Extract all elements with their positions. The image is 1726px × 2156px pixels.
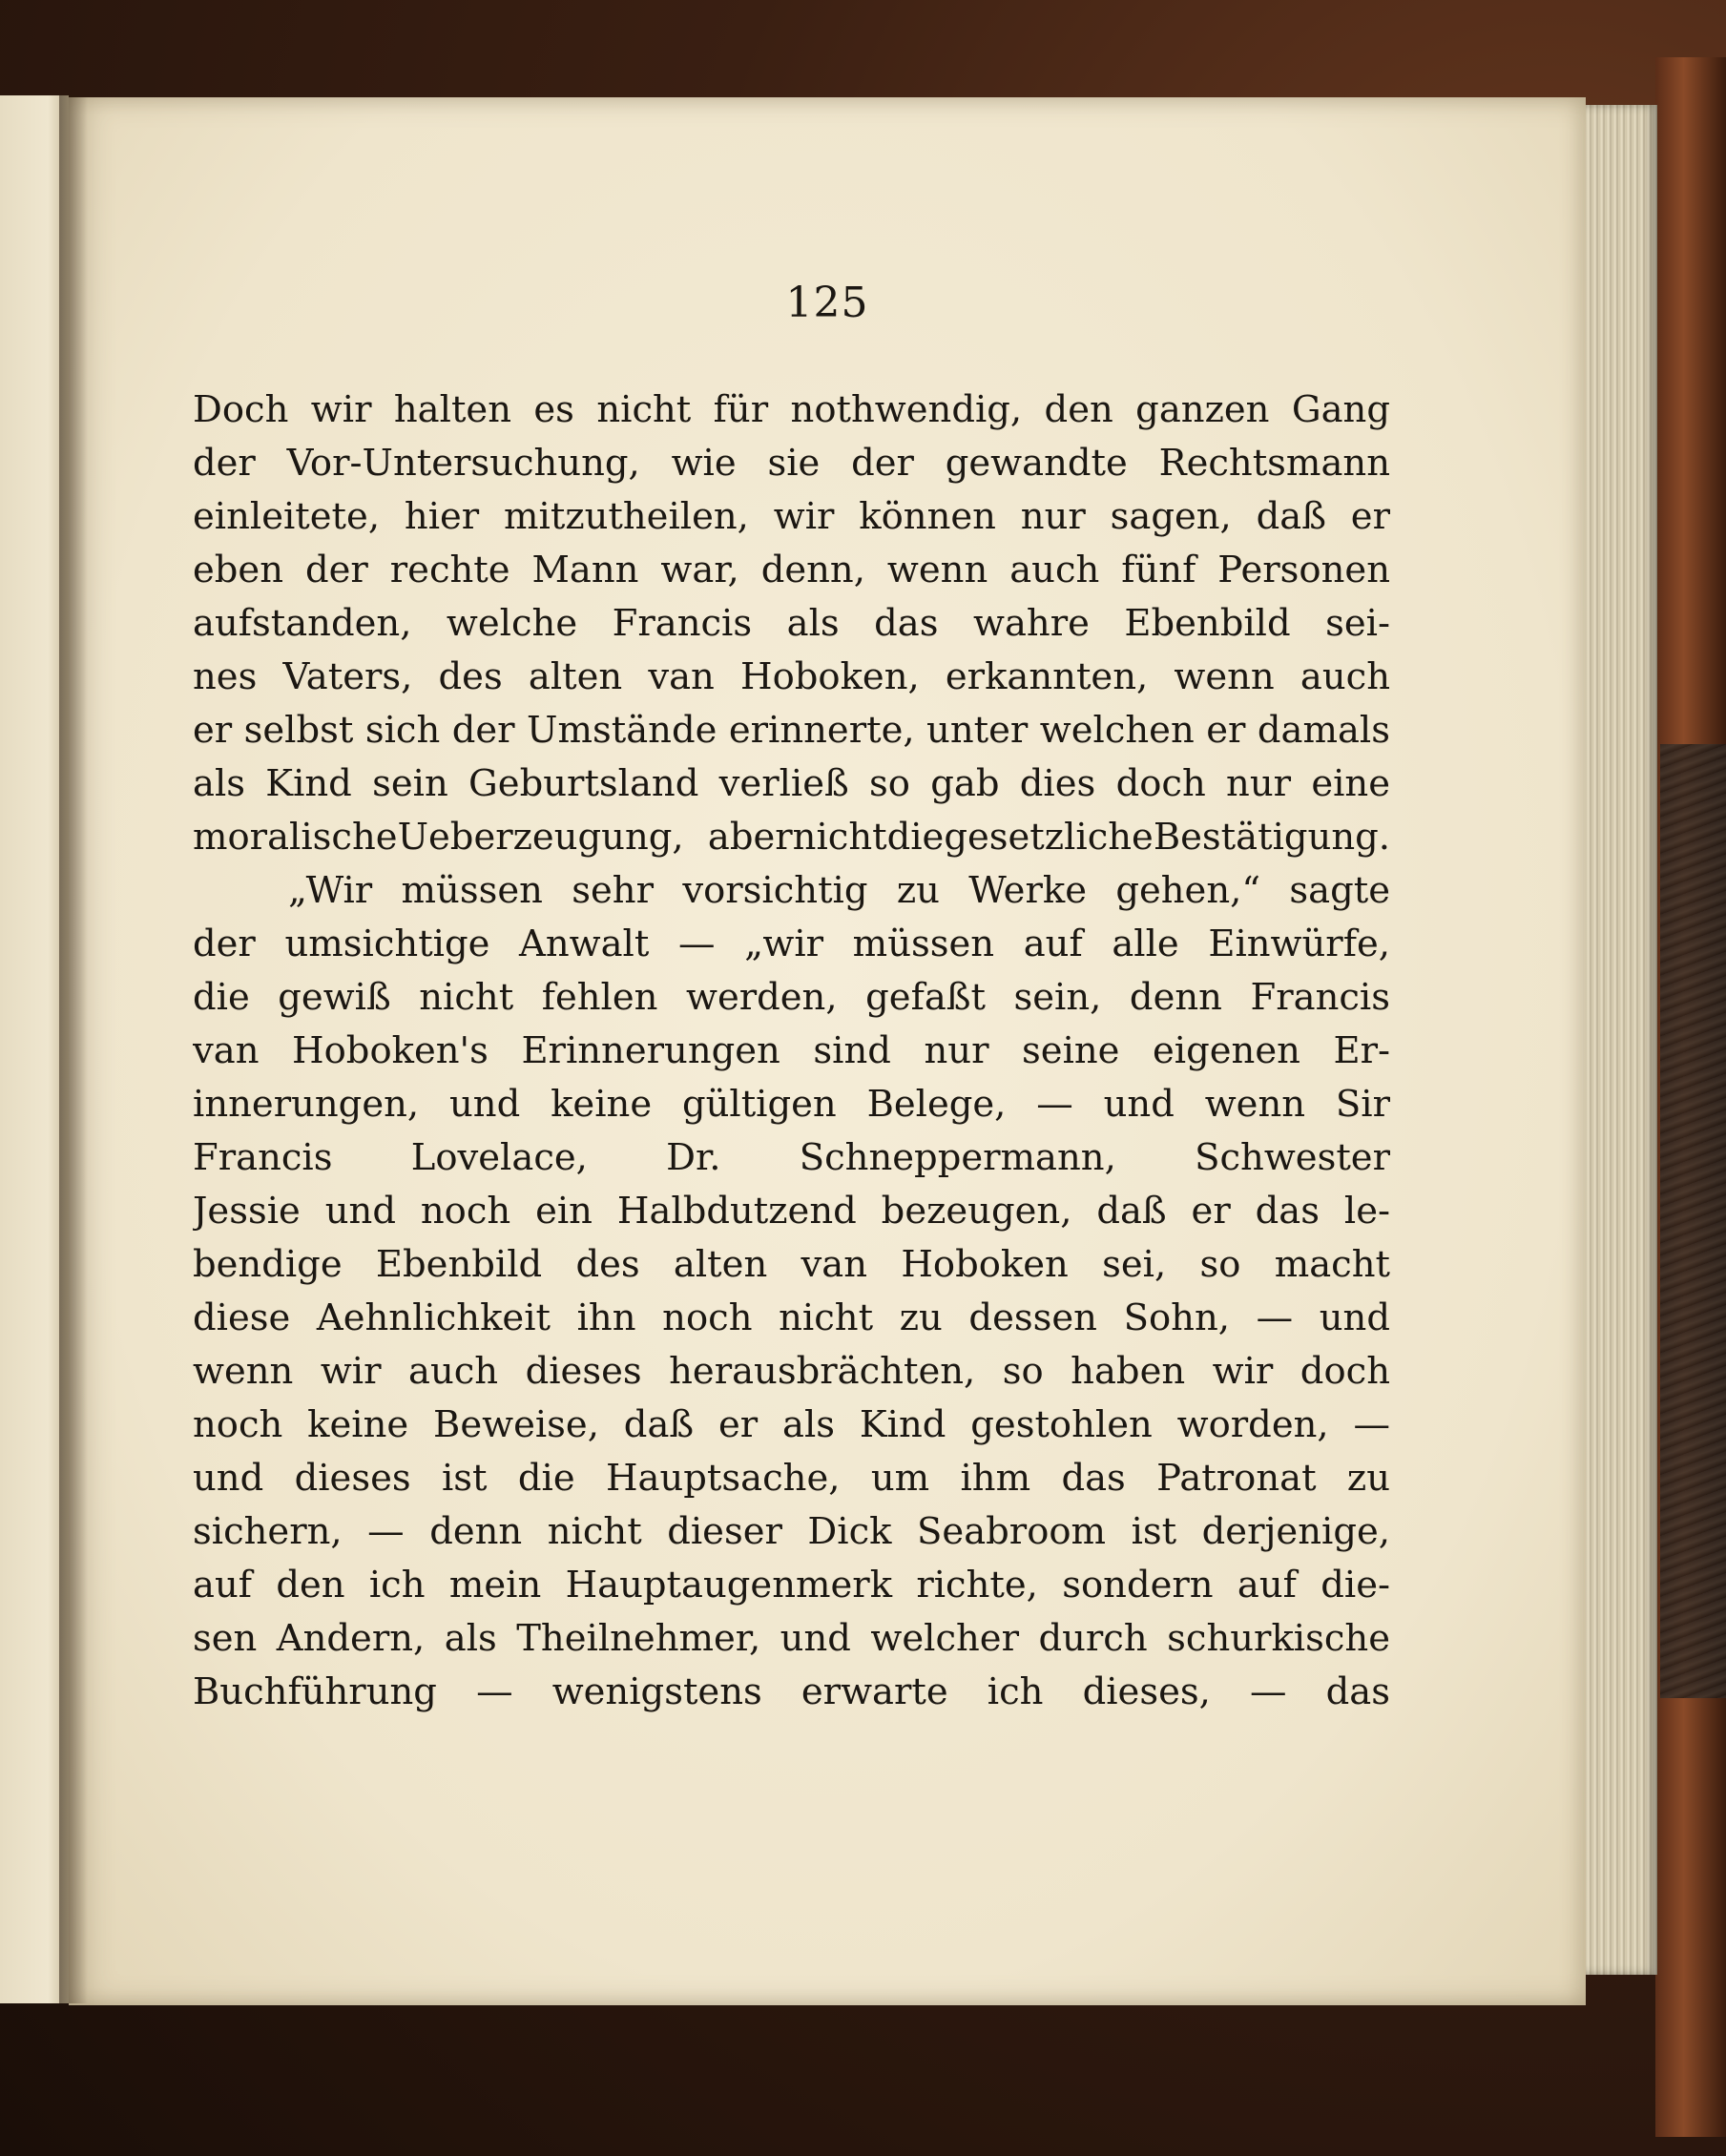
text-line: und dieses ist die Hauptsache, um ihm das Patronat zu bbox=[193, 1457, 1390, 1500]
text-line: moralischeUeberzeugung, abernichtdiegesetzlicheBestätigung. bbox=[193, 816, 1390, 859]
body-text bbox=[193, 384, 1390, 1719]
text-line: als Kind sein Geburtsland verließ so gab dies doch nur eine bbox=[193, 762, 1390, 805]
text-line: der Vor-Untersuchung, wie sie der gewandte Rechtsmann bbox=[193, 442, 1390, 485]
text-line: eben der rechte Mann war, denn, wenn auch fünf Personen bbox=[193, 549, 1390, 591]
page-stack-edge bbox=[1579, 105, 1657, 1975]
text-line: wenn wir auch dieses herausbrächten, so haben wir doch bbox=[193, 1350, 1390, 1393]
cover-marbled-texture bbox=[1660, 744, 1726, 1698]
text-line: diese Aehnlichkeit ihn noch nicht zu dessen Sohn, — und bbox=[193, 1296, 1390, 1339]
text-line: auf den ich mein Hauptaugenmerk richte, sondern auf die- bbox=[193, 1564, 1390, 1607]
text-line: der umsichtige Anwalt — „wir müssen auf alle Einwürfe, bbox=[193, 923, 1390, 965]
text-line: bendige Ebenbild des alten van Hoboken sei, so macht bbox=[193, 1243, 1390, 1286]
text-line: sen Andern, als Theilnehmer, und welcher durch schurkische bbox=[193, 1617, 1390, 1660]
text-line: aufstanden, welche Francis als das wahre Ebenbild sei- bbox=[193, 602, 1390, 645]
gutter-shadow bbox=[59, 95, 88, 2003]
text-line: die gewiß nicht fehlen werden, gefaßt sein, denn Francis bbox=[193, 976, 1390, 1019]
text-line: van Hoboken's Erinnerungen sind nur seine eigenen Er- bbox=[193, 1029, 1390, 1072]
page-number: 125 bbox=[785, 279, 869, 327]
text-line: Doch wir halten es nicht für nothwendig, den ganzen Gang bbox=[193, 388, 1390, 431]
text-line: innerungen, und keine gültigen Belege, — und wenn Sir bbox=[193, 1083, 1390, 1126]
text-line: einleitete, hier mitzutheilen, wir können nur sagen, daß er bbox=[193, 495, 1390, 538]
text-line: er selbst sich der Umstände erinnerte, unter welchen er damals bbox=[193, 709, 1390, 752]
text-line: sichern, — denn nicht dieser Dick Seabroom ist derjenige, bbox=[193, 1510, 1390, 1553]
text-line: „Wir müssen sehr vorsichtig zu Werke gehen,“ sagte bbox=[288, 869, 1390, 912]
text-line: Buchführung — wenigstens erwarte ich dieses, — das bbox=[193, 1670, 1390, 1713]
text-line: nes Vaters, des alten van Hoboken, erkannten, wenn auch bbox=[193, 655, 1390, 698]
text-line: Francis Lovelace, Dr. Schneppermann, Schwester bbox=[193, 1136, 1390, 1179]
text-line: Jessie und noch ein Halbdutzend bezeugen, daß er das le- bbox=[193, 1190, 1390, 1233]
text-line: noch keine Beweise, daß er als Kind gestohlen worden, — bbox=[193, 1403, 1390, 1446]
book-page bbox=[69, 97, 1586, 2005]
